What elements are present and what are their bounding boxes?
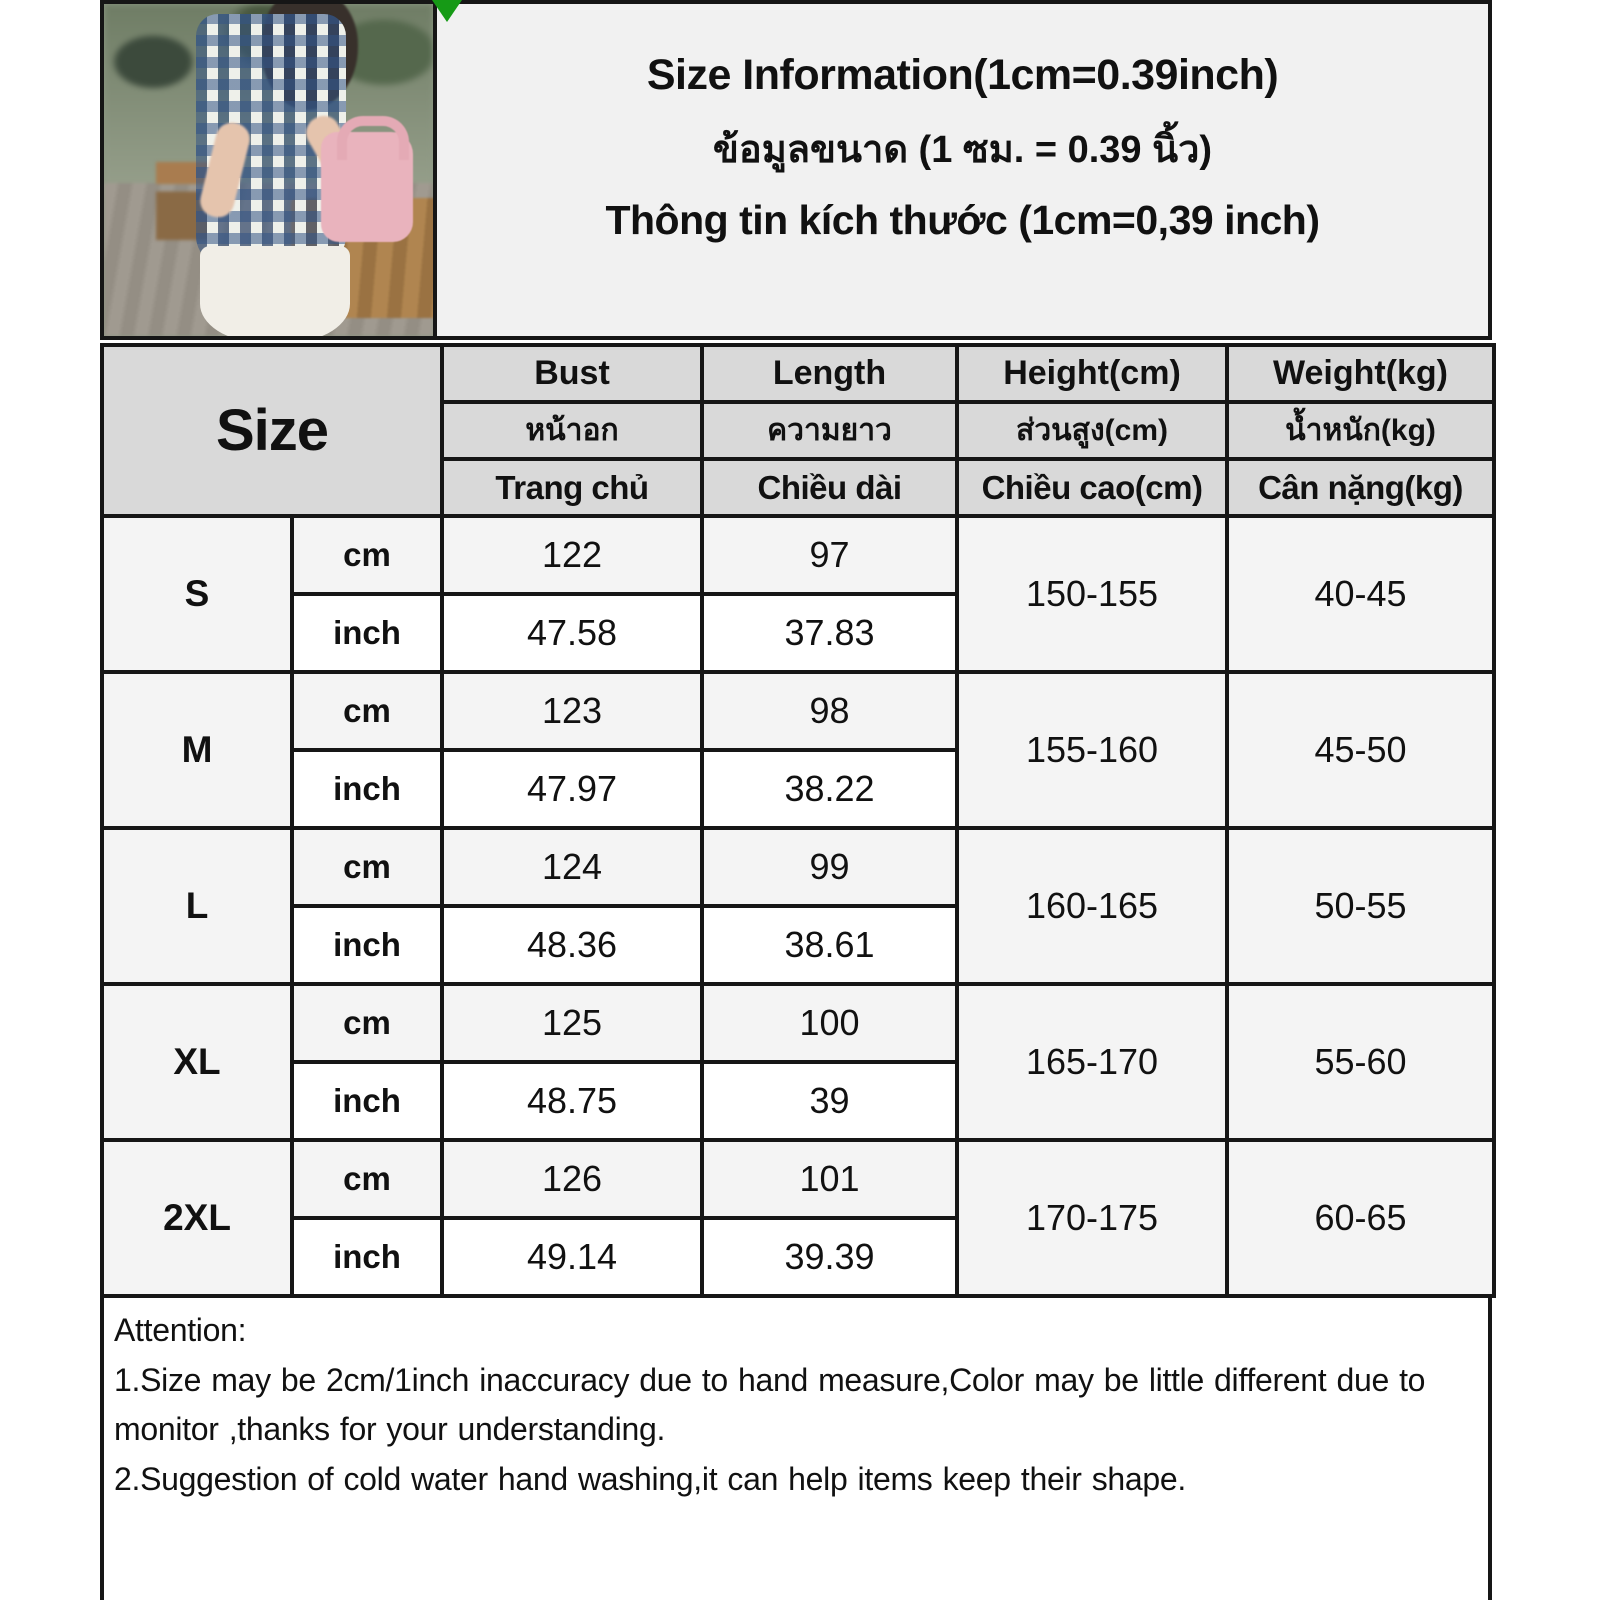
table-row xyxy=(102,516,1494,594)
bust-inch-value: 48.36 xyxy=(442,906,702,984)
weight-range-value: 60-65 xyxy=(1227,1140,1494,1296)
product-photo xyxy=(100,0,437,340)
unit-label-inch: inch xyxy=(292,906,442,984)
unit-label-cm: cm xyxy=(292,516,442,594)
unit-label-cm: cm xyxy=(292,1140,442,1218)
length-cm-value: 99 xyxy=(702,828,957,906)
size-label-xl: XL xyxy=(102,984,292,1140)
content-area xyxy=(100,0,1492,1600)
bust-cm-value: 125 xyxy=(442,984,702,1062)
length-inch-value: 38.61 xyxy=(702,906,957,984)
weight-range-value: 45-50 xyxy=(1227,672,1494,828)
header-section xyxy=(100,0,1492,340)
col-header-height-en: Height(cm) xyxy=(957,345,1227,402)
page-title-en: Size Information(1cm=0.39inch) xyxy=(646,50,1279,99)
col-header-height-th: ส่วนสูง(cm) xyxy=(957,402,1227,459)
col-header-weight-th: น้ำหนัก(kg) xyxy=(1227,402,1494,459)
unit-label-inch: inch xyxy=(292,1062,442,1140)
corner-header-size: Size xyxy=(102,345,442,516)
col-header-length-en: Length xyxy=(702,345,957,402)
photo-white-skirt-shape xyxy=(200,246,350,340)
length-inch-value: 39.39 xyxy=(702,1218,957,1296)
height-range-value: 170-175 xyxy=(957,1140,1227,1296)
height-range-value: 165-170 xyxy=(957,984,1227,1140)
length-cm-value: 101 xyxy=(702,1140,957,1218)
weight-range-value: 40-45 xyxy=(1227,516,1494,672)
size-label-2xl: 2XL xyxy=(102,1140,292,1296)
table-row xyxy=(102,828,1494,906)
size-table xyxy=(100,343,1496,1298)
header-row-en xyxy=(102,345,1494,402)
height-range-value: 150-155 xyxy=(957,516,1227,672)
table-row xyxy=(102,672,1494,750)
col-header-bust-th: หน้าอก xyxy=(442,402,702,459)
attention-section xyxy=(100,1298,1492,1600)
attention-heading: Attention: xyxy=(114,1312,247,1348)
unit-label-cm: cm xyxy=(292,828,442,906)
attention-item: 2.Suggestion of cold water hand washing,it can help items keep their shape. xyxy=(114,1460,1187,1497)
unit-label-cm: cm xyxy=(292,984,442,1062)
col-header-bust-vi: Trang chủ xyxy=(442,459,702,516)
bust-inch-value: 48.75 xyxy=(442,1062,702,1140)
col-header-bust-en: Bust xyxy=(442,345,702,402)
col-header-weight-vi: Cân nặng(kg) xyxy=(1227,459,1494,516)
size-label-s: S xyxy=(102,516,292,672)
size-table-header xyxy=(102,345,1494,516)
bust-inch-value: 47.58 xyxy=(442,594,702,672)
photo-pink-bag-shape xyxy=(321,132,413,242)
bust-cm-value: 126 xyxy=(442,1140,702,1218)
height-range-value: 155-160 xyxy=(957,672,1227,828)
green-triangle-icon xyxy=(432,0,462,22)
unit-label-inch: inch xyxy=(292,594,442,672)
col-header-height-vi: Chiều cao(cm) xyxy=(957,459,1227,516)
page-title-vi: Thông tin kích thước (1cm=0,39 inch) xyxy=(605,196,1320,243)
bust-cm-value: 122 xyxy=(442,516,702,594)
col-header-length-th: ความยาว xyxy=(702,402,957,459)
bust-inch-value: 47.97 xyxy=(442,750,702,828)
unit-label-inch: inch xyxy=(292,1218,442,1296)
table-row xyxy=(102,984,1494,1062)
length-inch-value: 39 xyxy=(702,1062,957,1140)
length-cm-value: 100 xyxy=(702,984,957,1062)
page-title-th: ข้อมูลขนาด (1 ซม. = 0.39 นิ้ว) xyxy=(712,128,1213,171)
length-inch-value: 38.22 xyxy=(702,750,957,828)
unit-label-cm: cm xyxy=(292,672,442,750)
bust-cm-value: 124 xyxy=(442,828,702,906)
bust-cm-value: 123 xyxy=(442,672,702,750)
length-inch-value: 37.83 xyxy=(702,594,957,672)
length-cm-value: 98 xyxy=(702,672,957,750)
weight-range-value: 50-55 xyxy=(1227,828,1494,984)
attention-item: 1.Size may be 2cm/1inch inaccuracy due to hand measure,Color may be little different due to monitor ,thanks for your understanding. xyxy=(114,1361,1426,1448)
table-row xyxy=(102,1140,1494,1218)
length-cm-value: 97 xyxy=(702,516,957,594)
size-label-m: M xyxy=(102,672,292,828)
title-box xyxy=(437,0,1492,340)
size-label-l: L xyxy=(102,828,292,984)
col-header-weight-en: Weight(kg) xyxy=(1227,345,1494,402)
unit-label-inch: inch xyxy=(292,750,442,828)
col-header-length-vi: Chiều dài xyxy=(702,459,957,516)
weight-range-value: 55-60 xyxy=(1227,984,1494,1140)
height-range-value: 160-165 xyxy=(957,828,1227,984)
bust-inch-value: 49.14 xyxy=(442,1218,702,1296)
